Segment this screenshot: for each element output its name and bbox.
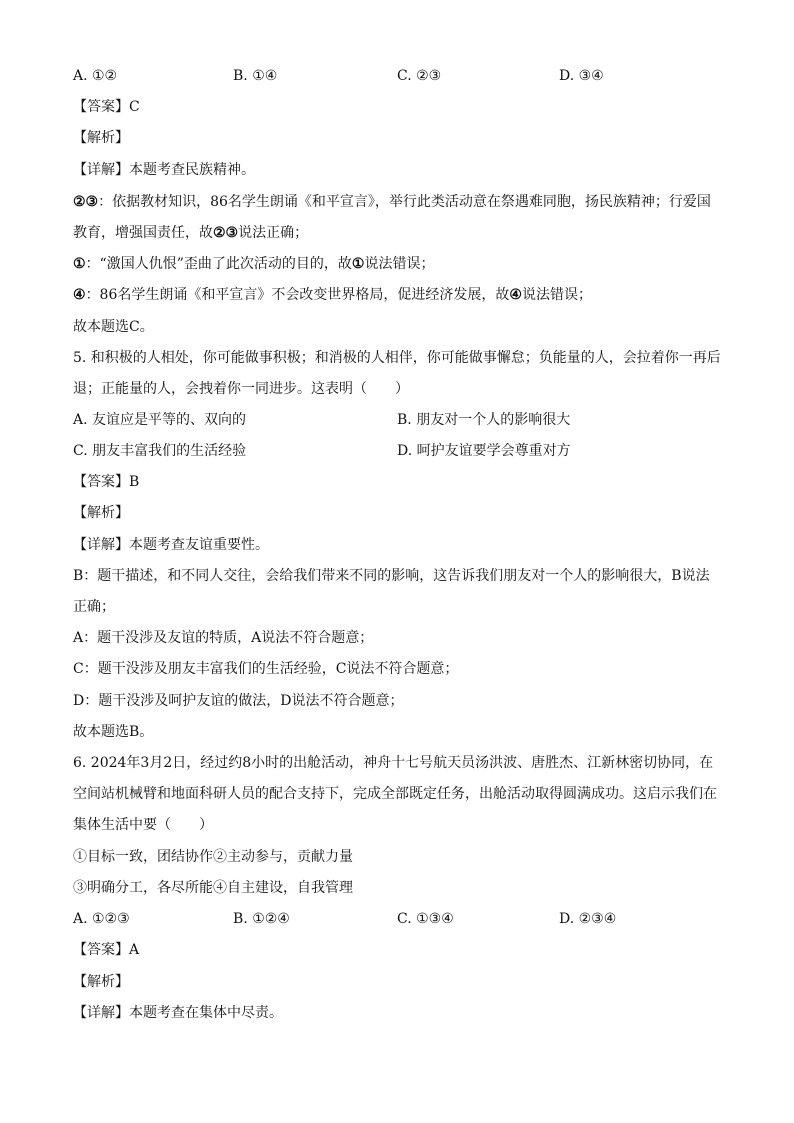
q6-items-1: ①目标一致，团结协作②主动参与，贡献力量 bbox=[73, 849, 353, 865]
q6-option-d: D. ②③④ bbox=[559, 911, 617, 927]
q4-analysis-label: 【解析】 bbox=[73, 130, 129, 146]
detail-text: 本题考查友谊重要性。 bbox=[129, 537, 269, 553]
detail-text: 本题考查在集体中尽责。 bbox=[129, 1005, 283, 1021]
q6-stem-2: 空间站机械臂和地面科研人员的配合支持下，完成全部既定任务，出舱活动取得圆满成功。这启示我们在 bbox=[73, 786, 717, 802]
q6-option-a: A. ①②③ bbox=[73, 911, 130, 927]
item-number: ① bbox=[73, 256, 86, 272]
q5-analysis-label: 【解析】 bbox=[73, 505, 129, 521]
q6-items-2: ③明确分工，各尽所能④自主建设，自我管理 bbox=[73, 880, 353, 896]
answer-label: 【答案】 bbox=[73, 942, 129, 958]
explain-text: ：“激国人仇恨”歪曲了此次活动的目的，故 bbox=[85, 256, 352, 272]
q4-detail-line bbox=[73, 160, 255, 180]
q5-explain-2: A：题干没涉及友谊的特质，A说法不符合题意； bbox=[73, 630, 374, 646]
q4-explain-3 bbox=[73, 285, 592, 305]
q4-conclusion: 故本题选C。 bbox=[73, 319, 154, 335]
q6-stem-3: 集体生活中要（ ） bbox=[73, 817, 213, 833]
q5-detail-line bbox=[73, 535, 269, 555]
q5-explain-4: D：题干没涉及呵护友谊的做法，D说法不符合题意； bbox=[73, 693, 404, 709]
q4-explain-1 bbox=[73, 192, 711, 212]
detail-label: 【详解】 bbox=[73, 537, 129, 553]
explain-text: 说法正确； bbox=[238, 225, 309, 241]
q5-explain-3: C：题干没涉及朋友丰富我们的生活经验，C说法不符合题意； bbox=[73, 661, 459, 677]
q5-stem-1: 5. 和积极的人相处，你可能做事积极；和消极的人相伴，你可能做事懈怠；负能量的人，会拉着你一再后 bbox=[73, 350, 721, 366]
q6-option-b: B. ①②④ bbox=[233, 911, 290, 927]
q4-option-a: A. ①② bbox=[73, 68, 118, 84]
q4-option-c: C. ②③ bbox=[397, 68, 442, 84]
explain-text: 说法错误； bbox=[521, 287, 592, 303]
q5-conclusion: 故本题选B。 bbox=[73, 724, 154, 740]
explain-text: 教育，增强国责任，故 bbox=[73, 225, 213, 241]
q4-explain-1b bbox=[73, 223, 308, 243]
answer-value: C bbox=[129, 99, 140, 115]
q6-analysis-label: 【解析】 bbox=[73, 974, 129, 990]
item-number: ① bbox=[351, 256, 365, 272]
explain-text: ：86名学生朗诵《和平宣言》不会改变世界格局，促进经济发展，故 bbox=[85, 287, 510, 303]
q4-answer-line bbox=[73, 97, 140, 117]
q4-option-d: D. ③④ bbox=[559, 68, 604, 84]
explain-text: ：依据教材知识，86名学生朗诵《和平宣言》，举行此类活动意在祭遇难同胞，扬民族精神；行爱国 bbox=[98, 194, 711, 210]
q4-explain-2 bbox=[73, 254, 434, 274]
answer-value: A bbox=[129, 942, 140, 958]
item-number: ②③ bbox=[213, 225, 239, 241]
q6-detail-line bbox=[73, 1003, 283, 1023]
explain-text: 说法错误； bbox=[364, 256, 435, 272]
q6-answer-line bbox=[73, 940, 139, 960]
q5-option-c: C. 朋友丰富我们的生活经验 bbox=[73, 443, 247, 459]
item-number: ④ bbox=[509, 287, 522, 303]
q5-explain-1b: 正确； bbox=[73, 599, 115, 615]
q5-option-a: A. 友谊应是平等的、双向的 bbox=[73, 412, 247, 428]
q5-option-b: B. 朋友对一个人的影响很大 bbox=[397, 412, 571, 428]
detail-text: 本题考查民族精神。 bbox=[129, 162, 255, 178]
q5-stem-2: 退；正能量的人，会拽着你一同进步。这表明（ ） bbox=[73, 381, 409, 397]
item-number: ②③ bbox=[73, 194, 99, 210]
q5-answer-line bbox=[73, 472, 139, 492]
q6-stem-1: 6. 2024年3月2日，经过约8小时的出舱活动，神舟十七号航天员汤洪波、唐胜杰、江新林密切协同，在 bbox=[73, 755, 714, 771]
item-number: ④ bbox=[73, 287, 86, 303]
q5-explain-1: B：题干描述，和不同人交往，会给我们带来不同的影响，这告诉我们朋友对一个人的影响很大，B说法 bbox=[73, 568, 710, 584]
q4-option-b: B. ①④ bbox=[233, 68, 278, 84]
answer-label: 【答案】 bbox=[73, 99, 129, 115]
q5-option-d: D. 呵护友谊要学会尊重对方 bbox=[397, 443, 571, 459]
answer-value: B bbox=[129, 474, 140, 490]
detail-label: 【详解】 bbox=[73, 162, 129, 178]
q6-option-c: C. ①③④ bbox=[397, 911, 454, 927]
detail-label: 【详解】 bbox=[73, 1005, 129, 1021]
answer-label: 【答案】 bbox=[73, 474, 129, 490]
